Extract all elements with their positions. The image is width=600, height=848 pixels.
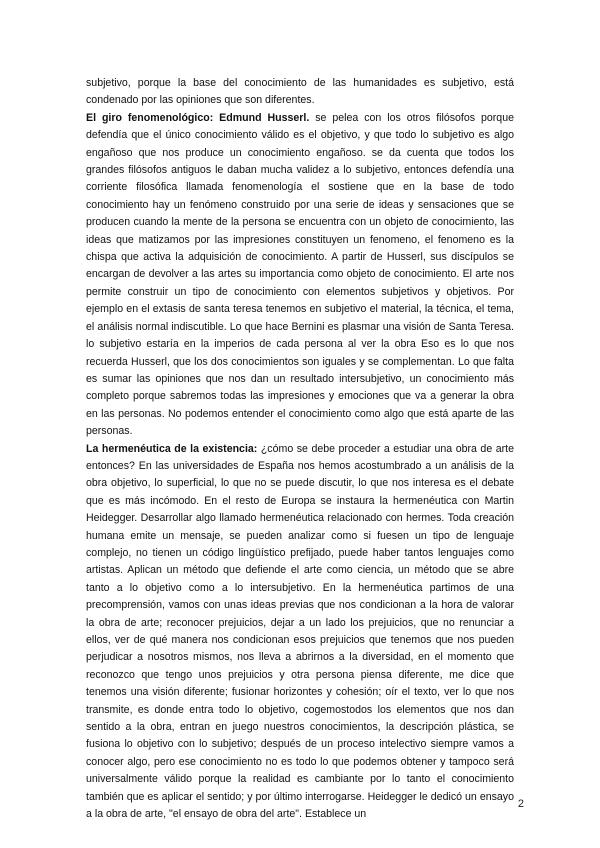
paragraph-hermeneutica (86, 441, 514, 824)
paragraph-heading: El giro fenomenológico: Edmund Husserl. (86, 111, 310, 124)
paragraph-text: subjetivo, porque la base del conocimiento de las humanidades es subjetivo, está condenado por las opiniones que son diferentes. (86, 77, 514, 107)
paragraph-continuation (86, 75, 514, 110)
paragraph-text: se pelea con los otros filósofos porque defendía que el único conocimiento válido es el objetivo, y que todo lo subjetivo es algo engañoso que nos produce un conocimiento engañoso. se da cuenta que todos los grandes filósofos antiguos le daban mucha validez a lo subjetivo, entonces defendía una corriente filosófica llamada fenomenología el sostiene que en la base de todo conocimiento hay un fenómeno construido por una serie de ideas y sensaciones que se producen cuando la mente de la persona se encuentra con un objeto de conocimiento, las ideas que matizamos por las impresiones constituyen un fenomeno, el fenomeno es la chispa que activa la adquisición de conocimiento. A partir de Husserl, sus discípulos se encargan de devolver a las artes su importancia como objeto de conocimiento. El arte nos permite construir un tipo de conocimiento con elementos subjetivos y objetivos. Por ejemplo en el extasis de santa teresa tenemos en subjetivo el material, la técnica, el tema, el análisis normal indiscutible. Lo que hace Bernini es plasmar una visión de Santa Teresa. lo subjetivo estaría en la imperios de cada persona al ver la obra Eso es lo que nos recuerda Husserl, que los dos conocimientos son iguales y se complementan. Lo que falta es sumar las opiniones que nos dan un resultado intersubjetivo, un conocimiento más completo porque sabremos todas las impresiones y emociones que va a generar la obra en las personas. No podemos entender el conocimiento como algo que está aparte de las personas. (86, 111, 514, 438)
document-body (86, 75, 514, 823)
page-number: 2 (517, 798, 524, 810)
paragraph-text: ¿cómo se debe proceder a estudiar una obra de arte entonces? En las universidades de España nos hemos acostumbrado a un análisis de la obra objetivo, lo superficial, lo que no se puede discutir, lo que nos interesa es el debate que es más incómodo. En el resto de Europa se instaura la hermenéutica con Martin Heidegger. Desarrollar algo llamado hermenéutica relacionado con hermes. Toda creación humana emite un mensaje, se pueden analizar como si fuesen un tipo de lenguaje complejo, no tienen un código lingüístico prefijado, puede haber tantos lenguajes como artistas. Aplican un método que defiende el arte como ciencia, un método que se abre tanto a lo objetivo como a lo intersubjetivo. En la hermenéutica partimos de una precomprensión, vamos con unas ideas previas que nos condicionan a la hora de valorar la obra de arte; reconocer prejuicios, dejar a un lado los prejuicios, que no renunciar a ellos, ver de qué manera nos condicionan esos prejuicios que tenemos que nos pueden perjudicar a nosotros mismos, nos lleva a abrirnos a la diversidad, en el momento que reconozco que tengo unos prejuicios y otra persona piensa diferente, me dice que tenemos una visión diferente; fusionar horizontes y cohesión; oír el texto, ver lo que nos transmite, es donde entra todo lo objetivo, cogemostodos los elementos que nos dan sentido a la obra, entran en juego nuestros conocimientos, la descripción plástica, se fusiona lo objetivo con lo subjetivo; después de un proceso intelectivo siempre vamos a conocer algo, pero ese conocimiento no es todo lo que podemos obtener y tampoco será universalmente válido porque la realidad es cambiante por lo tanto el conocimiento también que es aplicar el sentido; y por último interrogarse. Heidegger le dedicó un ensayo a la obra de arte, "el ensayo de obra del arte". Establece un (86, 442, 514, 821)
paragraph-husserl (86, 110, 514, 441)
paragraph-heading: La hermenéutica de la existencia: (86, 442, 258, 455)
